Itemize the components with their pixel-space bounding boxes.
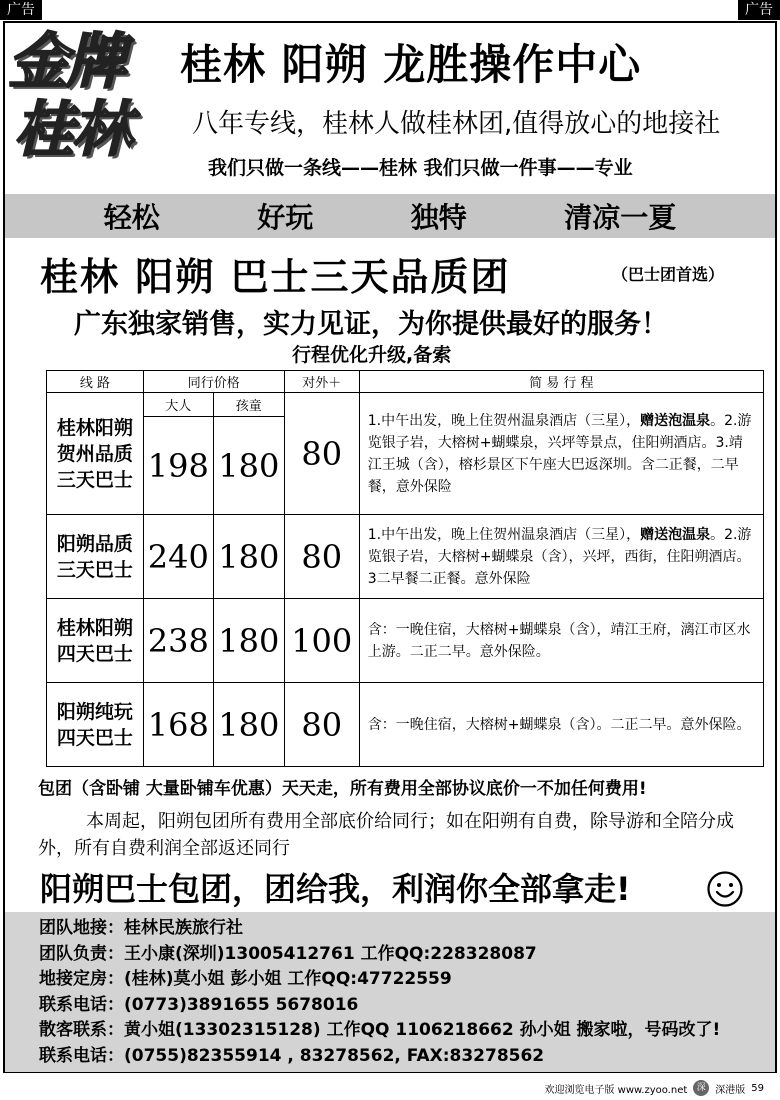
contact-line: 联系电话：(0773)3891655 5678016 [39,994,359,1015]
page-number: 59 [751,1082,764,1094]
table-row [47,515,764,599]
table-row [47,393,764,417]
edition-badge-icon: 深 [693,1080,709,1096]
table-row [47,599,764,683]
subheader-child: 孩童 [213,393,284,417]
page-footer [544,1080,764,1096]
header-title: 桂林 阳朔 龙胜操作中心 [180,40,642,89]
gold-logo [8,28,168,178]
itinerary-desc: 含：一晚住宿，大榕树+蝴蝶泉（含），靖江王府，漓江市区水上游。二正二早。意外保险。 [359,599,763,683]
header-public: 对外＋ [284,371,359,393]
big-slogan: 阳朔巴士包团，团给我，利润你全部拿走! [40,870,631,908]
child-price: 180 [213,599,284,683]
contact-line: 地接定房：(桂林)莫小姐 彭小姐 工作QQ:47722559 [39,969,452,989]
route-line: 桂林阳朔 [56,616,133,639]
band-word-3: 独特 [410,201,467,234]
route-cell [47,599,144,683]
child-price: 180 [213,515,284,599]
product-slogan-2: 行程优化升级,备索 [292,344,452,366]
route-cell [47,393,144,515]
child-price: 180 [213,417,284,515]
route-line: 四天巴士 [56,726,133,749]
contact-line: 散客联系：黄小姐(13302315128) 工作QQ 1106218662 孙小姐 搬家啦，号码改了! [39,1020,721,1040]
public-price: 100 [284,599,359,683]
public-price: 80 [284,393,359,515]
ad-label-left: 广告 [0,0,42,20]
footer-text: 欢迎浏览电子版 www.zyoo.net [544,1084,688,1096]
product-title: 桂林 阳朔 巴士三天品质团 [40,255,511,299]
header-subtitle: 八年专线，桂林人做桂林团,值得放心的地接社 [192,109,721,139]
adult-price: 238 [143,599,213,683]
header-itinerary: 简 易 行 程 [359,371,763,393]
charter-note: 包团（含卧铺 大量卧铺车优惠）天天走，所有费用全部协议底价一不加任何费用! [38,779,647,799]
product-note: （巴士团首选） [612,265,725,284]
contact-line: 联系电话：(0755)82355914 , 83278562, FAX:83278562 [39,1045,545,1066]
header-route: 线 路 [47,371,144,393]
weekly-note: 本周起，阳朔包团所有费用全部底价给同行；如在阳朔有自费，除导游和全陪分成外，所有自费利润全部返还同行 [38,811,734,859]
product-slogan: 广东独家销售，实力见证，为你提供最好的服务！ [74,309,668,340]
route-line: 阳朔品质 [56,532,133,555]
itinerary-desc: 含：一晚住宿，大榕树+蝴蝶泉（含）。二正二早。意外保险。 [359,683,763,767]
itinerary-table [46,370,764,767]
route-line: 桂林阳朔 [56,416,133,439]
public-price: 80 [284,683,359,767]
route-line: 阳朔纯玩 [56,700,133,723]
route-line: 三天巴士 [56,468,133,491]
contact-line: 团队地接：桂林民族旅行社 [39,918,243,938]
route-line: 四天巴士 [56,642,133,665]
header-subtitle-2: 我们只做一条线——桂林 我们只做一件事——专业 [208,157,633,179]
band-word-1: 轻松 [103,201,160,234]
table-row [47,683,764,767]
itinerary-desc: 1.中午出发，晚上住贺州温泉酒店（三星），赠送泡温泉。2.游览银子岩，大榕树+蝴蝶泉，兴坪等景点，住阳朔酒店。3.靖江王城（含），榕杉景区下午座大巴返深圳。含二正餐，二早餐，意外保险 [359,393,763,515]
child-price: 180 [213,683,284,767]
route-line: 贺州品质 [56,442,133,465]
footer-edition: 深港版 [715,1084,746,1096]
contact-line: 团队负责：王小康(深圳)13005412761 工作QQ:228328087 [39,943,537,964]
table-header-row [47,371,764,393]
logo-line-2: 桂林 [14,95,130,165]
adult-price: 240 [143,515,213,599]
band-word-4: 清凉一夏 [564,201,677,234]
slogan-band [5,194,775,238]
contact-panel [5,912,775,1072]
itinerary-desc: 1.中午出发，晚上住贺州温泉酒店（三星），赠送泡温泉。2.游览银子岩，大榕树+蝴蝶泉（含），兴坪，西街，住阳朔酒店。3二早餐二正餐。意外保险 [359,515,763,599]
ad-label-right: 广告 [738,0,780,20]
subheader-adult: 大人 [143,393,213,417]
smiley-icon [706,870,744,908]
route-cell [47,515,144,599]
header-price: 同行价格 [143,371,284,393]
route-line: 三天巴士 [56,558,133,581]
route-cell [47,683,144,767]
logo-line-1: 金牌 [8,27,124,97]
adult-price: 198 [143,417,213,515]
public-price: 80 [284,515,359,599]
band-word-2: 好玩 [257,201,314,234]
adult-price: 168 [143,683,213,767]
